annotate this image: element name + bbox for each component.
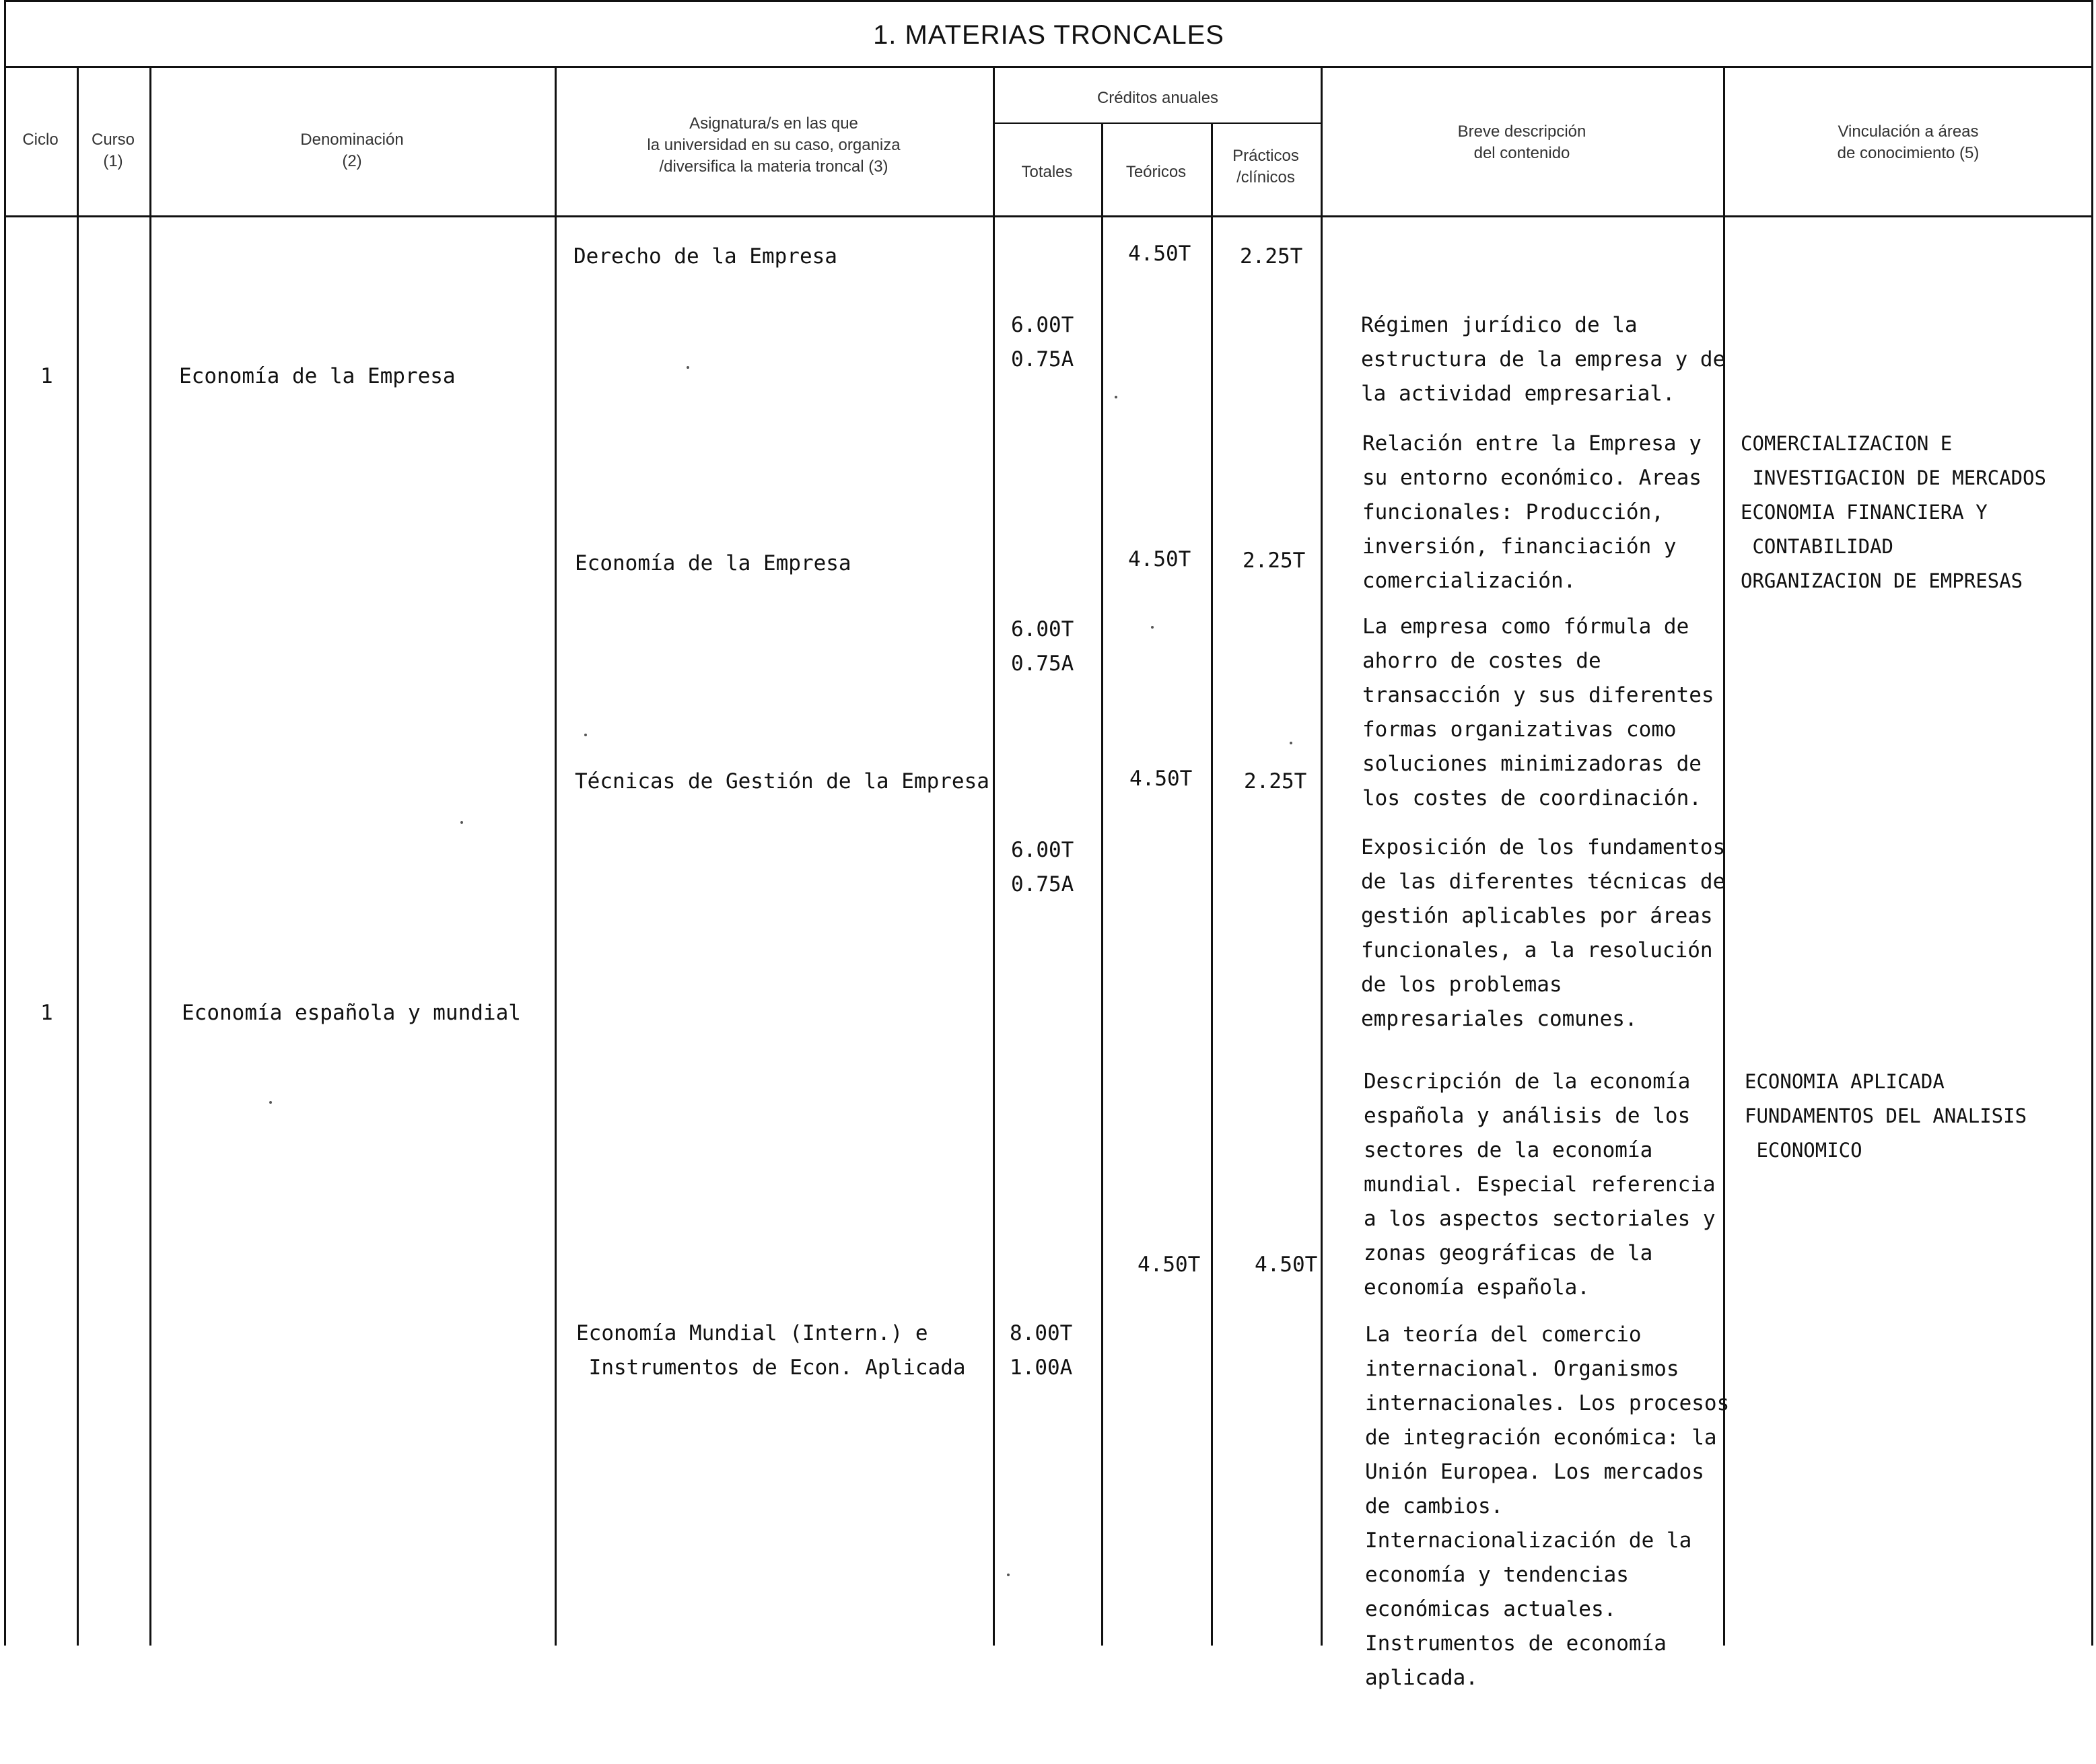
asignatura-descripcion: La empresa como fórmula de ahorro de costes de transacción y sus diferentes formas organizativas como soluciones minimizadoras de los costes de coordinación. [1362,614,1714,810]
materia-ciclo: 1 [40,1001,53,1025]
asignatura-descripcion: La teoría del comercio internacional. Organismos internacionales. Los procesos de integración económica: la Unión Europea. Los mercados de cambios. Internacionalización de la economía y tendencias económicas actuales. Instrumentos de economía aplicada. [1365,1322,1730,1690]
header-creditos: Créditos anuales [1096,89,1219,107]
asignatura-practicos: 4.50T [1255,1253,1318,1277]
header-teoricos: Teóricos [1125,163,1187,181]
header-ciclo: Ciclo [22,131,59,149]
scan-speck [687,366,689,369]
asignatura-totales: 6.00T 0.75A [1011,313,1074,372]
asignatura-descripcion: Régimen jurídico de la estructura de la empresa y de la actividad empresarial. [1361,313,1726,406]
scan-speck [1290,742,1292,744]
col-divider-ciclo [77,66,79,1646]
header-descripcion: Breve descripción del contenido [1457,122,1586,162]
materia-ciclo: 1 [40,364,53,388]
scan-speck [269,1101,272,1104]
scan-speck [584,734,587,736]
asignatura-totales: 6.00T 0.75A [1011,838,1074,896]
materia-areas: COMERCIALIZACION E INVESTIGACION DE MERCADOS ECONOMIA FINANCIERA Y CONTABILIDAD ORGANIZACION DE EMPRESAS [1741,432,2046,592]
col-divider-denominacion [555,66,557,1646]
section-title: 1. MATERIAS TRONCALES [873,20,1224,50]
header-totales: Totales [1021,163,1073,181]
header-asignaturas: Asignatura/s en las que la universidad en su caso, organiza /diversifica la materia troncal (3) [647,114,901,176]
scan-speck [1151,626,1154,629]
col-divider-curso [149,66,151,1646]
materia-denominacion: Economía española y mundial [182,1001,521,1025]
scan-speck [1115,396,1117,398]
asignatura-nombre: Técnicas de Gestión de la Empresa [575,769,989,793]
asignatura-teoricos: 4.50T [1128,242,1191,266]
asignatura-teoricos: 4.50T [1128,547,1191,571]
header-curso: Curso (1) [91,131,135,170]
materia-areas: ECONOMIA APLICADA FUNDAMENTOS DEL ANALISIS ECONOMICO [1745,1070,2027,1162]
header-vinculacion: Vinculación a áreas de conocimiento (5) [1837,122,1980,162]
materia-descripcion: Descripción de la economía española y análisis de los sectores de la economía mundial. Especial referencia a los aspectos sectoriales y zonas geográficas de la economía española. [1364,1069,1716,1300]
col-divider-practicos [1321,66,1323,1646]
asignatura-nombre: Derecho de la Empresa [573,244,837,269]
header-denominacion: Denominación (2) [300,131,404,170]
asignatura-practicos: 2.25T [1244,769,1307,793]
asignatura-practicos: 2.25T [1243,549,1306,573]
scan-speck [1007,1574,1010,1576]
asignatura-totales: 6.00T 0.75A [1011,617,1074,676]
col-divider-asignaturas [993,66,995,1646]
materia-descripcion: Relación entre la Empresa y su entorno económico. Areas funcionales: Producción, inversión, financiación y comercialización. [1362,431,1702,593]
header-divider [4,215,2093,217]
materia-denominacion: Economía de la Empresa [179,364,456,388]
scan-speck [460,821,463,824]
asignatura-totales: 8.00T 1.00A [1010,1321,1073,1380]
creditos-divider [993,122,1323,124]
header-practicos: Prácticos /clínicos [1232,147,1299,186]
asignatura-nombre: Economía Mundial (Intern.) e Instrumentos de Econ. Aplicada [576,1321,966,1380]
title-divider [4,66,2093,68]
asignatura-practicos: 2.25T [1240,244,1303,269]
asignatura-nombre: Economía de la Empresa [575,551,851,575]
asignatura-descripcion: Exposición de los fundamentos de las diferentes técnicas de gestión aplicables por áreas funcionales, a la resolución de los problemas empresariales comunes. [1361,835,1726,1031]
asignatura-teoricos: 4.50T [1129,767,1193,791]
asignatura-teoricos: 4.50T [1138,1253,1201,1277]
col-divider-teoricos [1211,122,1213,1646]
col-divider-totales [1101,122,1103,1646]
